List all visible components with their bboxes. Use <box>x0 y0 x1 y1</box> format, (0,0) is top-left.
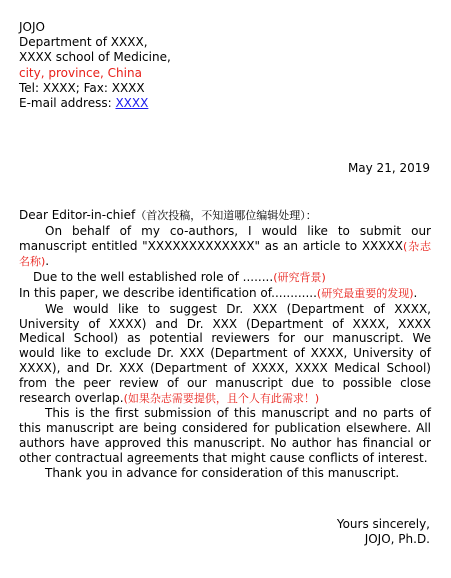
email-link[interactable]: XXXX <box>115 96 149 111</box>
letter-date: May 21, 2019 <box>347 161 430 175</box>
paragraph-submission <box>19 224 431 270</box>
signature: JOJO, Ph.D. <box>364 532 430 546</box>
author-school: XXXX school of Medicine, <box>19 50 171 65</box>
paragraph-submission-end: . <box>45 254 50 269</box>
paragraph-background-text: Due to the well established role of ........ <box>33 270 274 285</box>
paragraph-submission-text: On behalf of my co-authors, I would like to submit our manuscript entitled "XXXXXXXXXXXXX" as an article to XXXXX <box>19 223 431 253</box>
paragraph-findings <box>19 286 431 302</box>
valediction: Yours sincerely, <box>336 517 430 531</box>
letter-body <box>19 208 431 480</box>
author-department: Department of XXXX, <box>19 35 148 50</box>
paragraph-findings-text: In this paper, we describe identification of............ <box>19 285 317 300</box>
paragraph-first-submission: This is the first submission of this manuscript and no parts of this manuscript are being considered for publication elsewhere. All authors have approved this manuscript. No author has financial or other contractual agreements that might cause conflicts of interest. <box>19 406 431 465</box>
letter-header <box>19 20 171 111</box>
reviewers-note: (如果杂志需要提供，且个人有此需求！) <box>123 391 320 405</box>
author-tel-fax: Tel: XXXX; Fax: XXXX <box>19 80 145 95</box>
author-location: city, province, China <box>19 65 142 80</box>
salutation <box>19 208 431 224</box>
paragraph-thanks: Thank you in advance for consideration of this manuscript. <box>45 465 400 480</box>
author-email-line <box>19 96 171 111</box>
salutation-text: Dear Editor-in-chief <box>19 208 136 222</box>
paragraph-reviewers-text: We would like to suggest Dr. XXX (Department of XXXX, University of XXXX) and Dr. XXX (Department of XXXX, XXXX Medical School) as potential reviewers for our manuscript. We would like to exclude Dr. XXX (Department of XXXX, University of XXXX), and Dr. XXX (Department of XXXX, XXXX Medical School) from the peer review of our manuscript due to possible close research overlap. <box>19 301 431 405</box>
email-label: E-mail address: <box>19 96 116 111</box>
paragraph-reviewers <box>19 302 431 407</box>
paragraph-background <box>19 270 431 286</box>
findings-note: (研究最重要的发现) <box>316 286 414 300</box>
letter-closing <box>337 517 430 547</box>
journal-name-note: (杂志名称) <box>19 239 431 269</box>
salutation-note: （首次投稿，不知道哪位编辑处理）： <box>135 209 317 222</box>
author-name: JOJO <box>19 20 45 34</box>
paragraph-findings-end: . <box>413 285 418 300</box>
background-note: (研究背景) <box>273 271 326 285</box>
